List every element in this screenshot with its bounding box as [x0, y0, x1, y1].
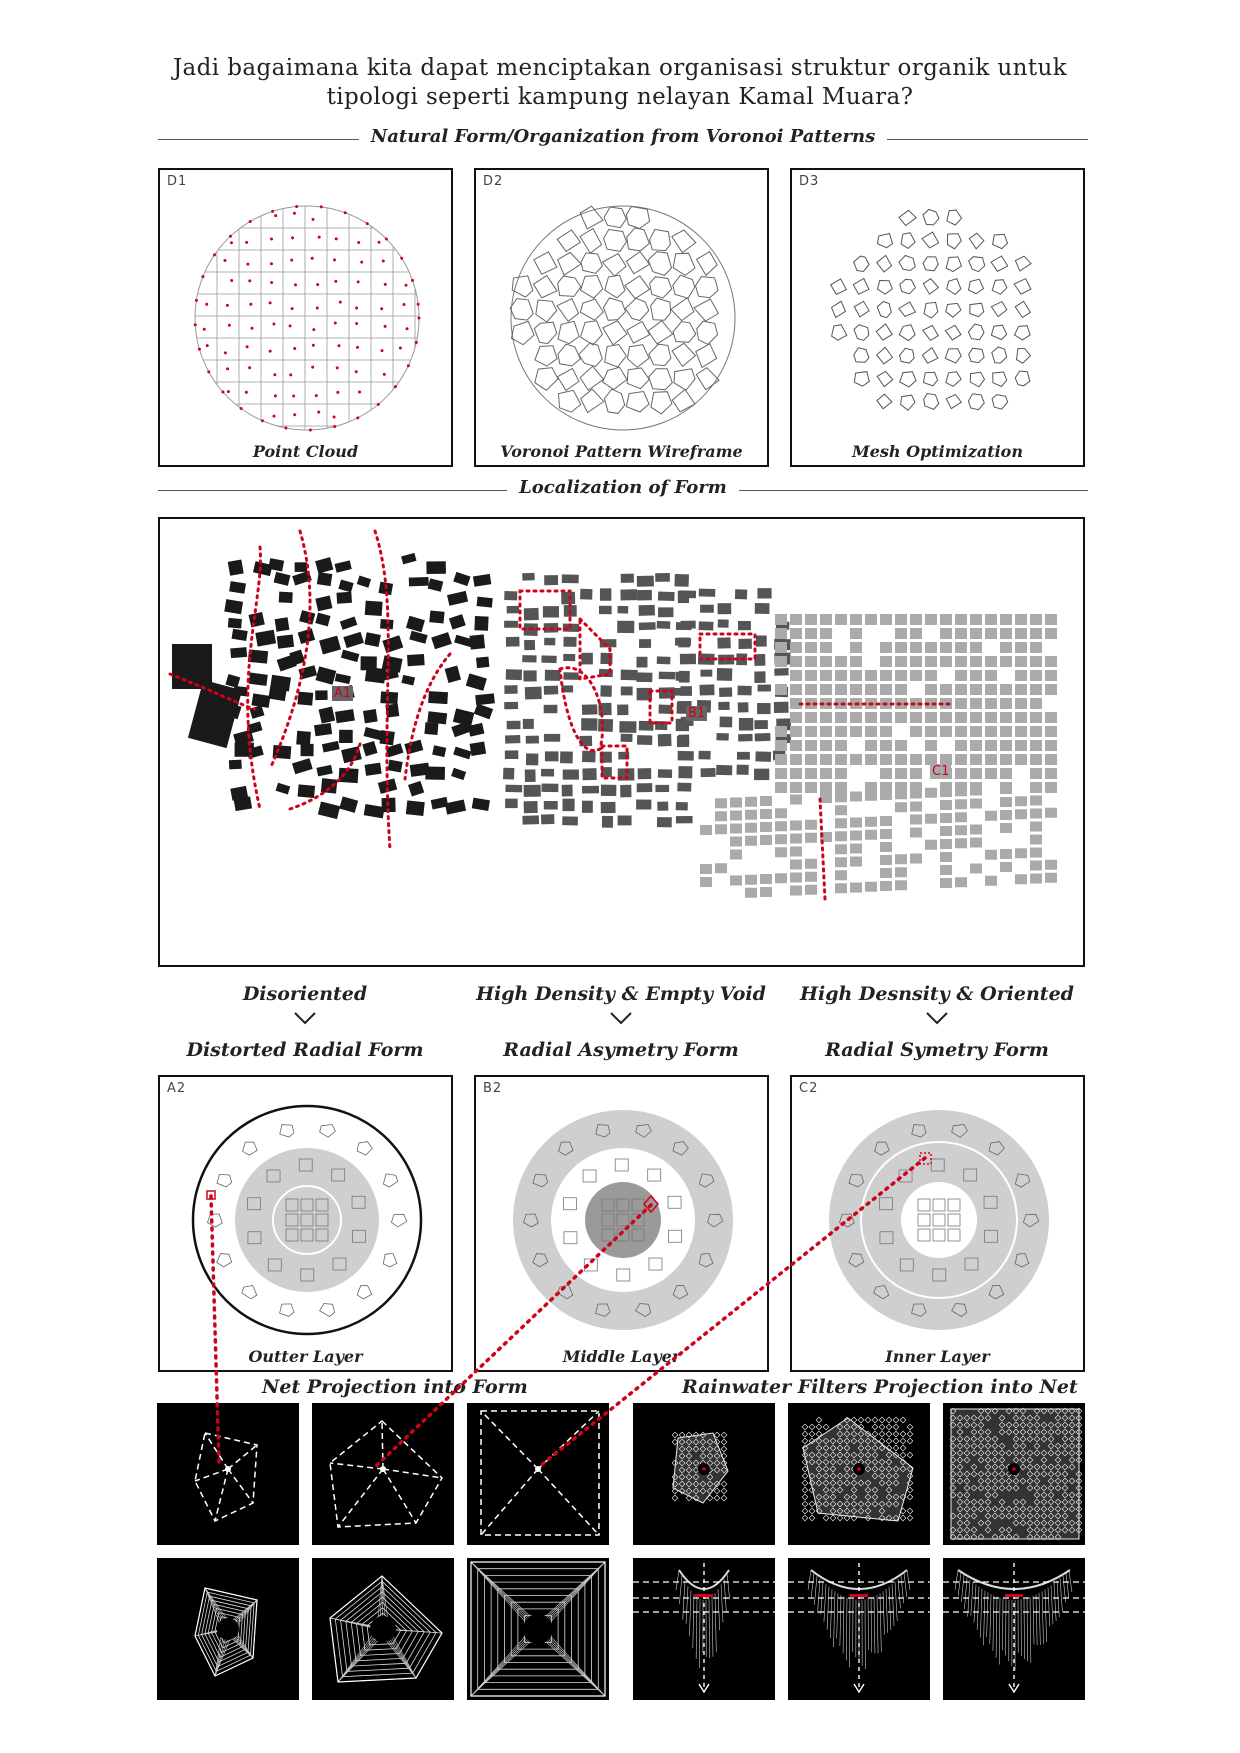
panel-caption: Voronoi Pattern Wireframe — [500, 442, 743, 461]
panel-id: D1 — [167, 174, 188, 189]
inner-layer-diagram — [792, 1077, 1085, 1372]
filter-section-1-graphic — [633, 1558, 775, 1700]
category-a-top: Disoriented — [242, 983, 368, 1005]
map-label-b1: B1 — [688, 706, 706, 721]
mesh-pentagon-graphic — [157, 1558, 299, 1700]
section-title-voronoi: Natural Form/Organization from Voronoi Patterns — [359, 126, 887, 147]
filter-polygon-graphic — [788, 1403, 930, 1545]
mesh-polygon-graphic — [312, 1558, 454, 1700]
filter-section-2 — [788, 1558, 930, 1700]
filter-square-graphic — [943, 1403, 1085, 1545]
net-projection-polygon — [312, 1403, 454, 1545]
voronoi-wireframe-diagram — [476, 170, 769, 467]
settlement-map-panel — [158, 517, 1085, 967]
panel-inner-layer — [790, 1075, 1085, 1372]
panel-id: D2 — [483, 174, 504, 189]
filter-projection-pentagon — [633, 1403, 775, 1545]
category-c-top: High Desnsity & Oriented — [800, 983, 1074, 1005]
panel-id: C2 — [799, 1081, 819, 1096]
panel-id: A2 — [167, 1081, 187, 1096]
panel-middle-layer — [474, 1075, 769, 1372]
point-cloud-diagram — [160, 170, 453, 467]
panel-id: D3 — [799, 174, 820, 189]
filter-pentagon-graphic — [633, 1403, 775, 1545]
filter-projection-polygon — [788, 1403, 930, 1545]
filter-section-1 — [633, 1558, 775, 1700]
panel-caption: Point Cloud — [252, 442, 359, 461]
projection-head-rainwater: Rainwater Filters Projection into Net — [682, 1376, 1078, 1398]
map-label-c1: C1 — [932, 764, 950, 779]
filter-section-3 — [943, 1558, 1085, 1700]
panel-mesh-optimization — [790, 168, 1085, 467]
panel-caption: Outter Layer — [248, 1347, 363, 1366]
settlement-map — [160, 519, 1085, 967]
net-projection-pentagon — [157, 1403, 299, 1545]
outer-layer-diagram — [160, 1077, 453, 1372]
panel-voronoi-wireframe — [474, 168, 769, 467]
chevron-down-icon — [471, 1010, 771, 1030]
section-title-localization: Localization of Form — [507, 477, 739, 498]
net-pentagon-graphic — [157, 1403, 299, 1545]
chevron-down-icon — [787, 1010, 1087, 1030]
chevron-down-icon — [155, 1010, 455, 1030]
category-a-bottom: Distorted Radial Form — [186, 1039, 424, 1061]
middle-layer-diagram — [476, 1077, 769, 1372]
section-header-localization — [158, 479, 1088, 499]
filter-section-2-graphic — [788, 1558, 930, 1700]
net-square-graphic — [467, 1403, 609, 1545]
category-c-bottom: Radial Symetry Form — [825, 1039, 1049, 1061]
panel-caption: Inner Layer — [885, 1347, 990, 1366]
mesh-pentagon — [157, 1558, 299, 1700]
category-b-top: High Density & Empty Void — [476, 983, 766, 1005]
panel-outer-layer — [158, 1075, 453, 1372]
filter-section-3-graphic — [943, 1558, 1085, 1700]
panel-caption: Mesh Optimization — [852, 442, 1023, 461]
mesh-square-graphic — [467, 1558, 609, 1700]
mesh-square — [467, 1558, 609, 1700]
filter-projection-square — [943, 1403, 1085, 1545]
mesh-optimization-diagram — [792, 170, 1085, 467]
net-polygon-graphic — [312, 1403, 454, 1545]
panel-point-cloud — [158, 168, 453, 467]
panel-caption: Middle Layer — [562, 1347, 681, 1366]
category-b-bottom: Radial Asymetry Form — [503, 1039, 739, 1061]
map-label-a1: A1 — [334, 686, 352, 701]
net-projection-square — [467, 1403, 609, 1545]
section-header-voronoi — [158, 128, 1088, 148]
mesh-polygon — [312, 1558, 454, 1700]
projection-head-net: Net Projection into Form — [262, 1376, 528, 1398]
panel-id: B2 — [483, 1081, 503, 1096]
question-title: Jadi bagaimana kita dapat menciptakan organisasi struktur organik untuk tipologi seperti kampung nelayan Kamal Muara? — [172, 55, 1068, 110]
